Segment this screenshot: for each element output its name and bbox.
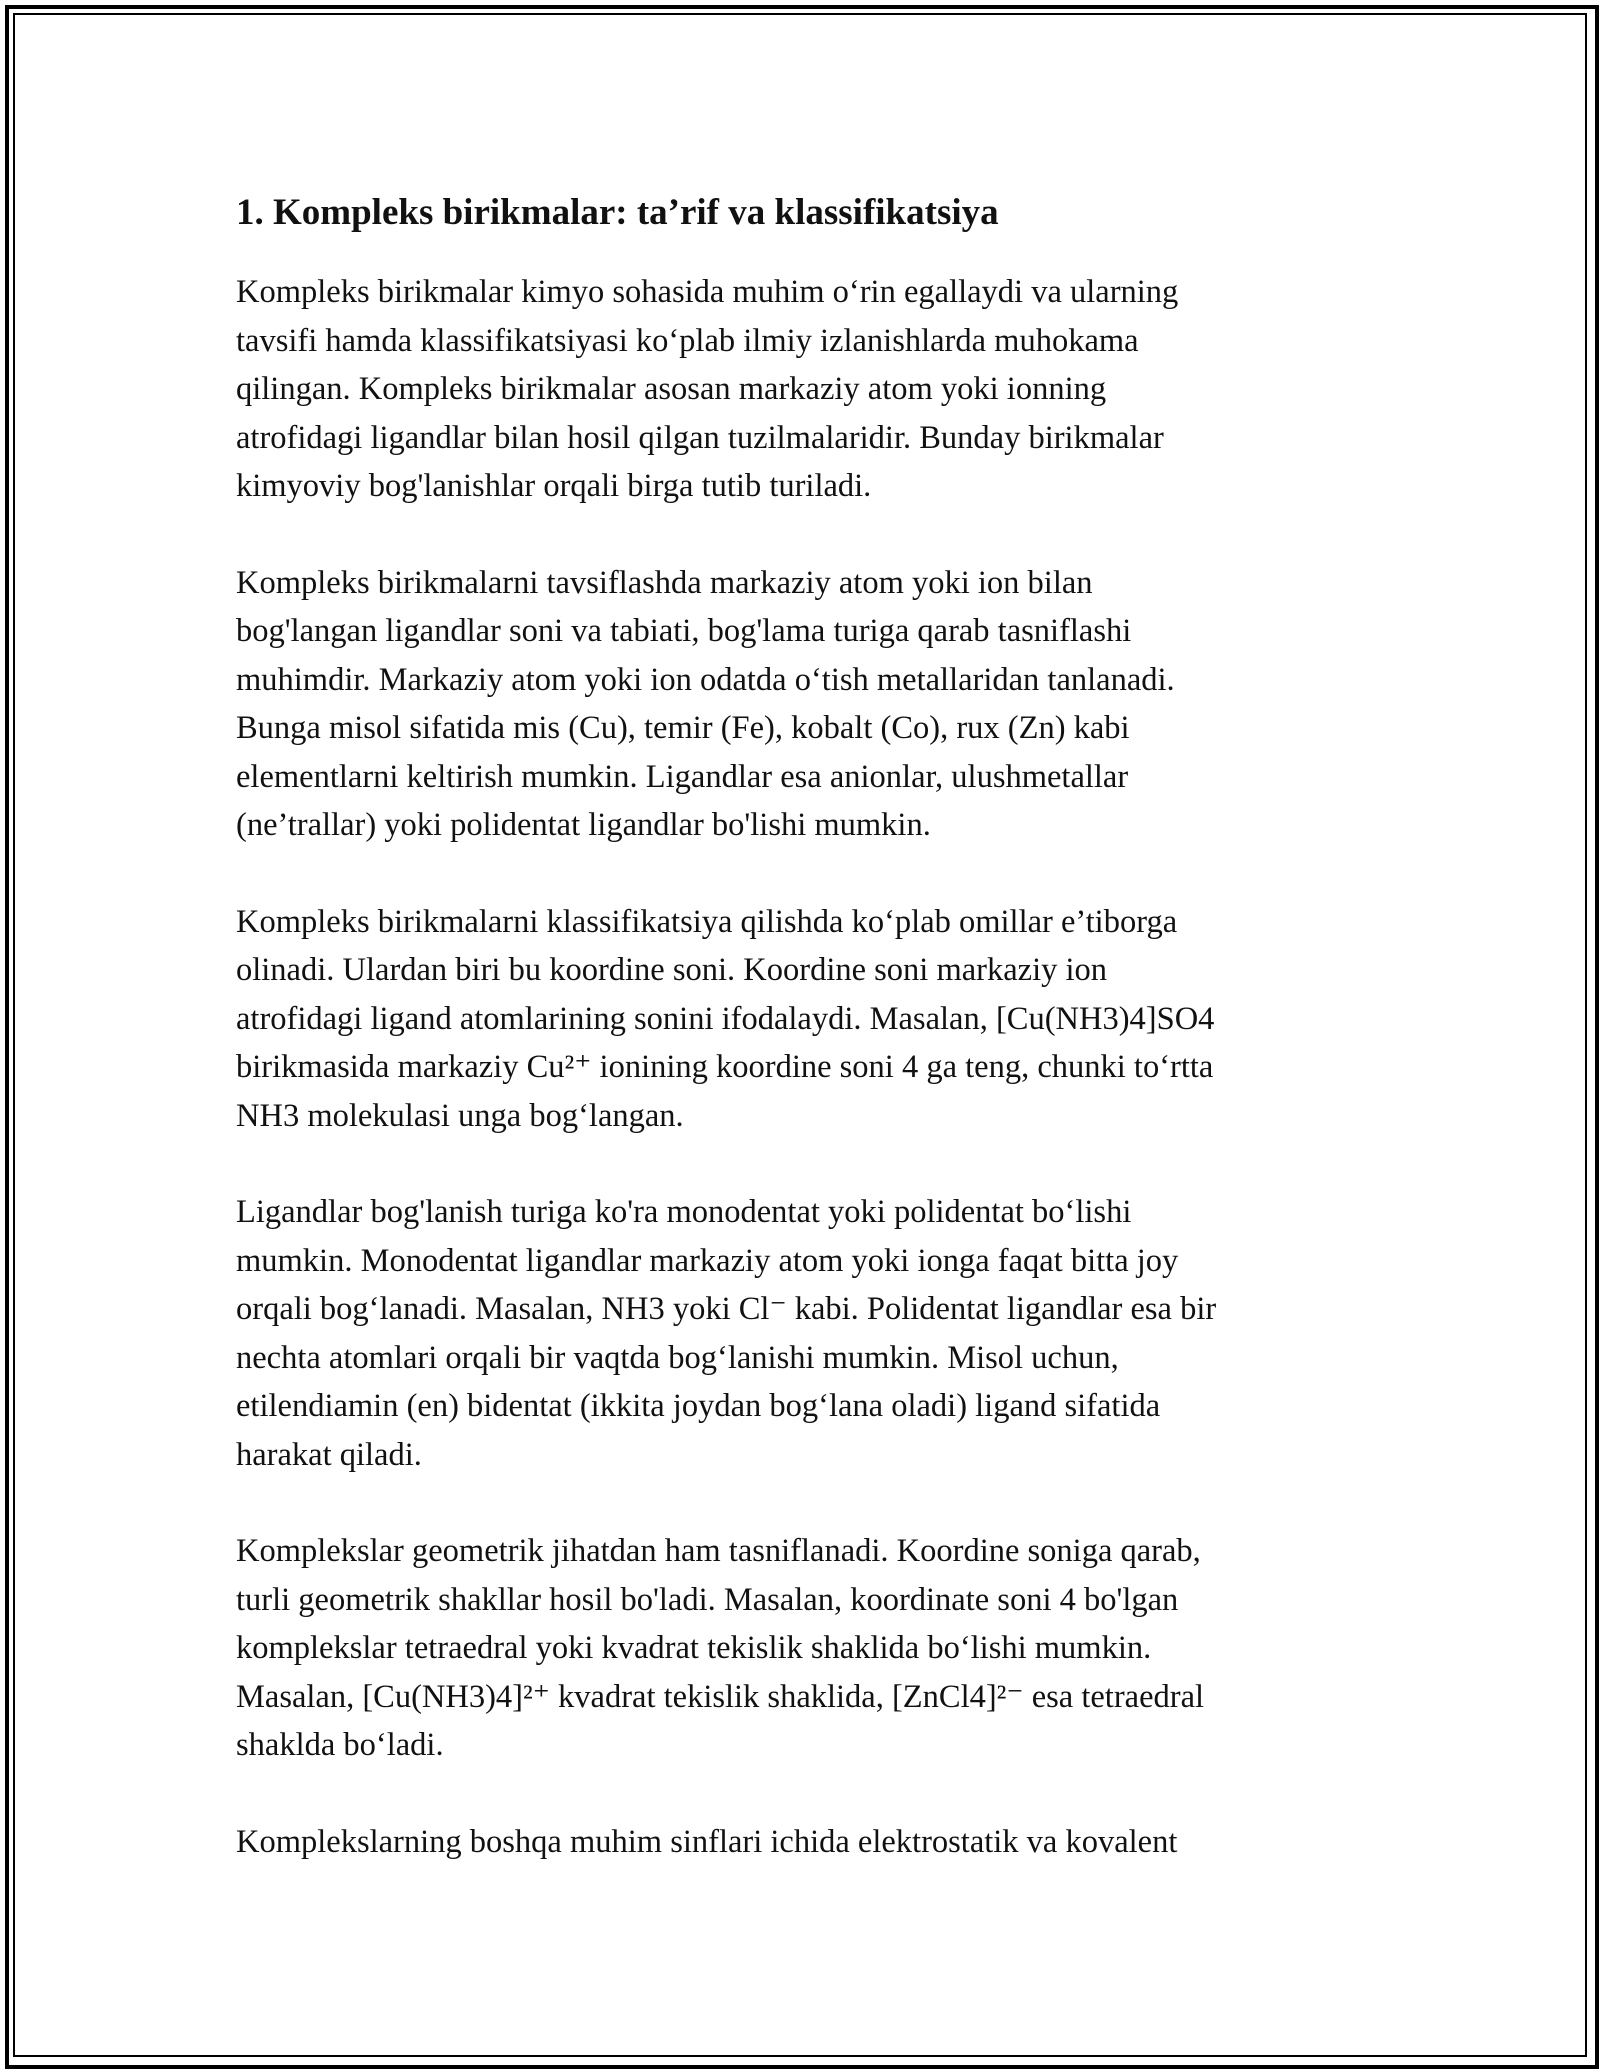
paragraph-3: Kompleks birikmalarni klassifikatsiya qilishda ko‘plab omillar e’tiborga olinadi. Ulardan biri bu koordine soni. Koordine soni markaziy ion atrofidagi ligand atomlarining sonini ifodalaydi. Masalan, [Cu(NH3)4]SO4 birikmasida markaziy Cu²⁺ ionining koordine soni 4 ga teng, chunki to‘rtta NH3 molekulasi unga bog‘langan.: [236, 903, 1215, 1134]
paragraph-2: Kompleks birikmalarni tavsiflashda markaziy atom yoki ion bilan bog'langan ligandlar soni va tabiati, bog'lama turiga qarab tasniflashi muhimdir. Markaziy atom yoki ion odatda o‘tish metallaridan tanlanadi. Bunga misol sifatida mis (Cu), temir (Fe), kobalt (Co), rux (Zn) kabi elementlarni keltirish mumkin. Ligandlar esa anionlar, ulushmetallar (ne’trallar) yoki polidentat ligandlar bo'lishi mumkin.: [236, 564, 1175, 843]
paragraph-6: Komplekslarning boshqa muhim sinflari ichida elektrostatik va kovalent: [236, 1823, 1178, 1860]
paragraph-1: Kompleks birikmalar kimyo sohasida muhim o‘rin egallaydi va ularning tavsifi hamda klassifikatsiyasi ko‘plab ilmiy izlanishlarda muhokama qilingan. Kompleks birikmalar asosan markaziy atom yoki ionning atrofidagi ligandlar bilan hosil qilgan tuzilmalaridir. Bunday birikmalar kimyoviy bog'lanishlar orqali birga tutib turiladi.: [236, 274, 1179, 504]
document-body: [236, 180, 1366, 1914]
paragraph-4: Ligandlar bog'lanish turiga ko'ra monodentat yoki polidentat bo‘lishi mumkin. Monodentat ligandlar markaziy atom yoki ionga faqat bitta joy orqali bog‘lanadi. Masalan, NH3 yoki Cl⁻ kabi. Polidentat ligandlar esa bir nechta atomlari orqali bir vaqtda bog‘lanishi mumkin. Misol uchun, etilendiamin (en) bidentat (ikkita joydan bog‘lana oladi) ligand sifatida harakat qiladi.: [236, 1194, 1217, 1473]
section-heading: 1. Kompleks birikmalar: ta’rif va klassifikatsiya: [236, 192, 999, 233]
paragraph-5: Komplekslar geometrik jihatdan ham tasniflanadi. Koordine soniga qarab, turli geometrik shakllar hosil bo'ladi. Masalan, koordinate soni 4 bo'lgan komplekslar tetraedral yoki kvadrat tekislik shaklida bo‘lishi mumkin. Masalan, [Cu(NH3)4]²⁺ kvadrat tekislik shaklida, [ZnCl4]²⁻ esa tetraedral shakldа bo‘ladi.: [236, 1533, 1205, 1763]
